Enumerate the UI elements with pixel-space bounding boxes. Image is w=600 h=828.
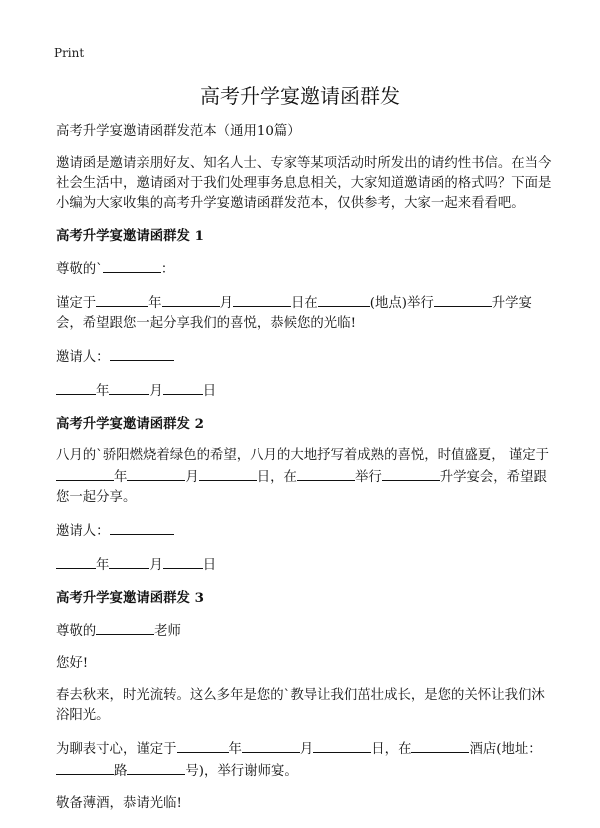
section-3-heading: 高考升学宴邀请函群发 3 — [56, 590, 204, 606]
name-blank — [96, 620, 154, 635]
section-3-paragraph: 春去秋来，时光流转。这么多年是您的`教导让我们茁壮成长，是您的关怀让我们沐浴阳光。 — [56, 688, 545, 723]
day-label: 日 — [202, 384, 217, 399]
year-label: 年 — [96, 384, 110, 399]
greeting-prefix: 尊敬的 — [56, 624, 97, 639]
month-label: 月 — [299, 742, 314, 757]
day-blank — [199, 466, 257, 481]
month-label: 月 — [185, 470, 199, 485]
number-label: 号)，举行谢师宴。 — [185, 764, 298, 779]
year-blank — [56, 554, 96, 569]
section-1-body — [56, 292, 552, 334]
month-label: 月 — [149, 384, 163, 399]
body-text: 升学宴会，希望跟您一起分享我们的喜悦，恭候您的光临! — [56, 296, 532, 331]
section-2-date — [56, 554, 552, 576]
year-label: 年 — [148, 296, 162, 311]
day-label: 日 — [202, 558, 217, 573]
inviter-blank — [110, 346, 174, 361]
section-1-greeting — [56, 258, 552, 280]
inviter-label: 邀请人： — [56, 350, 110, 365]
body-text: 八月的`骄阳燃烧着绿色的希望，八月的大地抒写着成熟的喜悦，时值盛夏， 谨定于 — [56, 448, 550, 463]
month-blank — [109, 380, 149, 395]
day-blank — [233, 292, 291, 307]
section-3-body — [56, 738, 552, 782]
number-blank — [127, 760, 185, 775]
day-at-label: 日，在 — [256, 470, 297, 485]
year-label: 年 — [228, 742, 242, 757]
section-1-date — [56, 380, 552, 402]
body-text: 谨定于 — [56, 296, 97, 311]
section-3-hello: 您好! — [56, 656, 89, 671]
day-blank — [163, 554, 203, 569]
body-text: 为聊表寸心，谨定于 — [56, 742, 177, 757]
year-blank — [56, 466, 114, 481]
road-blank — [56, 760, 114, 775]
month-blank — [127, 466, 185, 481]
place-blank — [318, 292, 370, 307]
month-label: 月 — [149, 558, 163, 573]
year-blank — [177, 738, 229, 753]
subtitle: 高考升学宴邀请函群发范本（通用10篇） — [56, 124, 301, 139]
greeting-suffix: ： — [160, 262, 175, 277]
hotel-blank — [411, 738, 469, 753]
year-blank — [56, 380, 96, 395]
day-blank — [313, 738, 371, 753]
event-blank — [434, 292, 492, 307]
greeting-suffix: 老师 — [154, 624, 181, 639]
road-label: 路 — [114, 764, 128, 779]
inviter-label: 邀请人： — [56, 524, 110, 539]
year-blank — [96, 292, 148, 307]
body-text: 升学宴会，希望跟您一起分享。 — [56, 470, 547, 505]
section-1-heading: 高考升学宴邀请函群发 1 — [56, 228, 204, 244]
name-blank — [103, 258, 161, 273]
year-label: 年 — [96, 558, 110, 573]
section-2-body — [56, 446, 552, 508]
year-label: 年 — [114, 470, 128, 485]
month-blank — [109, 554, 149, 569]
event-blank — [382, 466, 440, 481]
print-link[interactable]: Print — [54, 46, 85, 60]
month-label: 月 — [219, 296, 233, 311]
day-blank — [163, 380, 203, 395]
month-blank — [242, 738, 300, 753]
section-3-closing: 敬备薄酒，恭请光临! — [56, 796, 182, 811]
section-2-heading: 高考升学宴邀请函群发 2 — [56, 416, 204, 432]
document-content — [56, 122, 552, 826]
greeting-prefix: 尊敬的` — [56, 262, 103, 277]
month-blank — [162, 292, 220, 307]
place-note: (地点)举行 — [369, 296, 434, 311]
page-title: 高考升学宴邀请函群发 — [200, 84, 400, 108]
inviter-blank — [110, 520, 174, 535]
hotel-label: 酒店(地址： — [469, 742, 542, 757]
hold-label: 举行 — [354, 470, 382, 485]
section-1-inviter — [56, 346, 552, 368]
day-at-label: 日在 — [290, 296, 318, 311]
intro-paragraph: 邀请函是邀请亲朋好友、知名人士、专家等某项活动时所发出的请约性书信。在当今社会生活中，邀请函对于我们处理事务息息相关，大家知道邀请函的格式吗？下面是小编为大家收集的高考升学宴邀请函群发范本，仅供参考，大家一起来看看吧。 — [56, 156, 552, 211]
place-blank — [297, 466, 355, 481]
section-2-inviter — [56, 520, 552, 542]
section-3-greeting — [56, 620, 552, 642]
day-at-label: 日，在 — [371, 742, 412, 757]
